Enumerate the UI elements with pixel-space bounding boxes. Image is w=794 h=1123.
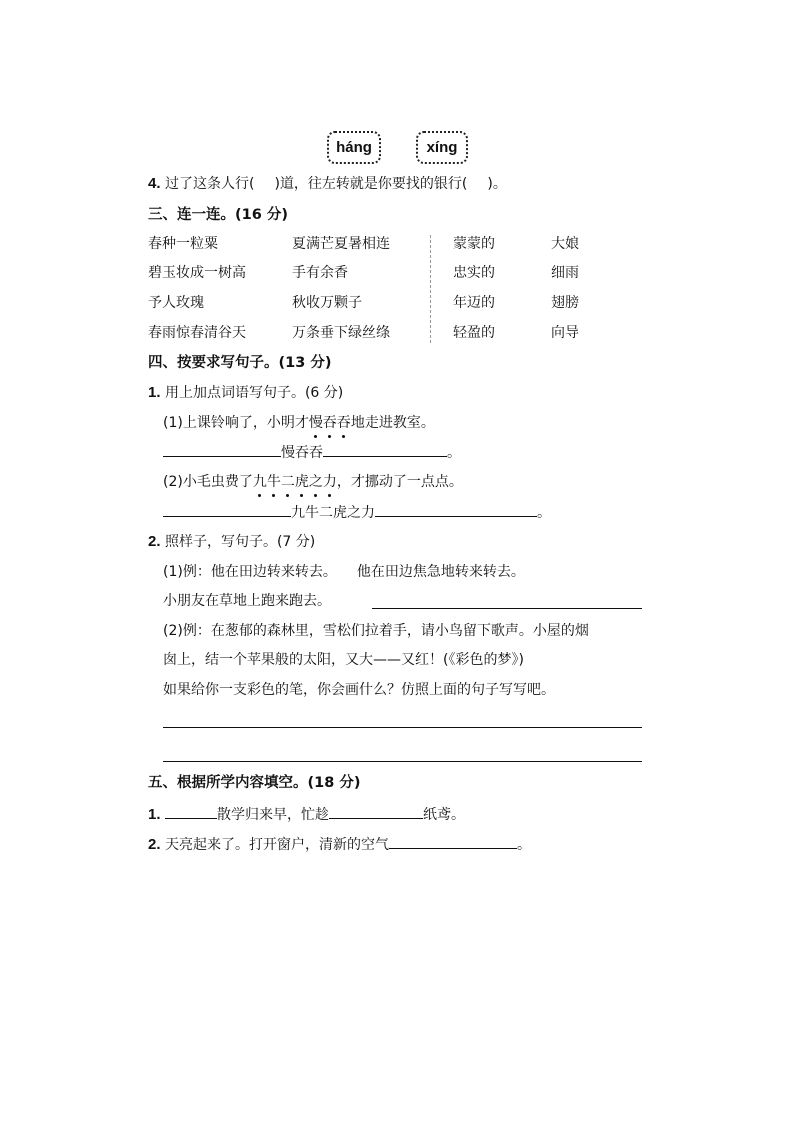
s4-q2-title: 照样子，写句子。(7 分) [164,534,316,550]
s2-text-b: ，才挪动了一点点。 [336,474,463,490]
answer-blank[interactable] [163,502,291,517]
column-divider [430,235,431,343]
s4-q2-example-1 [163,562,525,582]
q4-text-c: )。 [487,176,507,192]
emphasis-char: 吞 [336,415,351,431]
question-number: 1. [148,384,161,401]
answer-line[interactable] [163,761,642,762]
q4-text-b: )道，往左转就是你要找的银行( [274,176,468,192]
answer-blank[interactable] [389,834,517,849]
s4-q2-prompt-2: 如果给你一支彩色的笔，你会画什么？仿照上面的句子写写吧。 [163,682,555,698]
emphasis-char: 二 [280,474,295,490]
s4-q2-heading [148,532,315,552]
s5-q2-text-b: 。 [516,837,531,853]
pinyin-box-xing: xíng [416,131,468,164]
match-col1-item: 予人玫瑰 [148,295,204,311]
answer-blank[interactable] [375,502,537,517]
s1-dotted-word [309,415,351,431]
answer-blank[interactable] [163,442,281,457]
emphasis-char: 九 [252,474,267,490]
match-col1-item: 春雨惊春清谷天 [148,325,246,341]
s2-text-a: (2)小毛虫费了 [163,474,253,490]
s4-q1-answer-2 [163,502,551,523]
s5-q2-text-a: 天亮起来了。打开窗户，清新的空气 [164,837,389,853]
answer-blank[interactable] [329,804,423,819]
s4-q2-example-2-line1: (2)例：在葱郁的森林里，雪松们拉着手，请小鸟留下歌声。小屋的烟 [163,623,589,639]
match-col4-item: 大娘 [551,236,579,252]
s5-q1-text-b: 纸鸢。 [422,807,465,823]
match-col2-item: 秋收万颗子 [292,295,362,311]
match-col4-item: 翅膀 [551,295,579,311]
answer-line[interactable] [372,608,642,609]
question-4 [148,174,507,194]
ex1-text: (1)例：他在田边转来转去。 [163,564,337,580]
match-col4-item: 向导 [551,325,579,341]
match-col1-item: 春种一粒粟 [148,236,218,252]
match-col4-item: 细雨 [551,265,579,281]
s4-q1-sentence-1 [163,413,435,433]
question-number: 2. [148,533,161,550]
question-number: 2. [148,836,161,853]
s4-q1-heading [148,383,343,403]
emphasis-char: 牛 [266,474,281,490]
s5-q1-text-a: 散学归来早，忙趁 [216,807,329,823]
s4-q1-title: 用上加点词语写句子。(6 分) [164,385,344,401]
s4-q1-sentence-2 [163,472,463,492]
emphasis-char: 慢 [308,415,323,431]
s1-text-b: 地走进教室。 [350,415,435,431]
emphasis-char: 吞 [322,415,337,431]
match-col1-item: 碧玉妆成一树高 [148,265,246,281]
section-3-title: 三、连一连。(16 分) [148,207,288,223]
s1-end: 。 [447,445,461,461]
section-4-title: 四、按要求写句子。(13 分) [148,355,332,371]
match-col3-item: 忠实的 [453,265,495,281]
q4-text-a: 过了这条人行( [164,176,255,192]
s2-end: 。 [537,505,551,521]
match-col3-item: 年迈的 [453,295,495,311]
pinyin-box-hang: háng [327,131,381,164]
s4-q2-prompt-1: 小朋友在草地上跑来跑去。 [163,593,331,609]
s5-q2 [148,834,531,855]
s4-q1-answer-1 [163,442,461,463]
answer-blank[interactable] [165,804,217,819]
emphasis-char: 虎 [294,474,309,490]
emphasis-char: 力 [322,474,337,490]
emphasis-char: 之 [308,474,323,490]
s5-q1 [148,804,465,825]
ex1-text-b: 他在田边焦急地转来转去。 [356,564,525,580]
question-number: 4. [148,175,161,192]
match-col3-item: 蒙蒙的 [453,236,495,252]
s2-word: 九牛二虎之力 [291,505,375,521]
s1-text-a: (1)上课铃响了，小明才 [163,415,309,431]
s2-dotted-word [253,474,337,490]
s4-q2-example-2-line2: 囱上，结一个苹果般的太阳，又大——又红！(《彩色的梦》) [163,652,524,668]
match-col2-item: 万条垂下绿丝绦 [292,325,390,341]
answer-line[interactable] [163,727,642,728]
match-col2-item: 手有余香 [292,265,348,281]
s1-word: 慢吞吞 [281,445,323,461]
section-5-title: 五、根据所学内容填空。(18 分) [148,775,361,791]
question-number: 1. [148,806,161,823]
match-col2-item: 夏满芒夏暑相连 [292,236,390,252]
answer-blank[interactable] [323,442,447,457]
match-col3-item: 轻盈的 [453,325,495,341]
